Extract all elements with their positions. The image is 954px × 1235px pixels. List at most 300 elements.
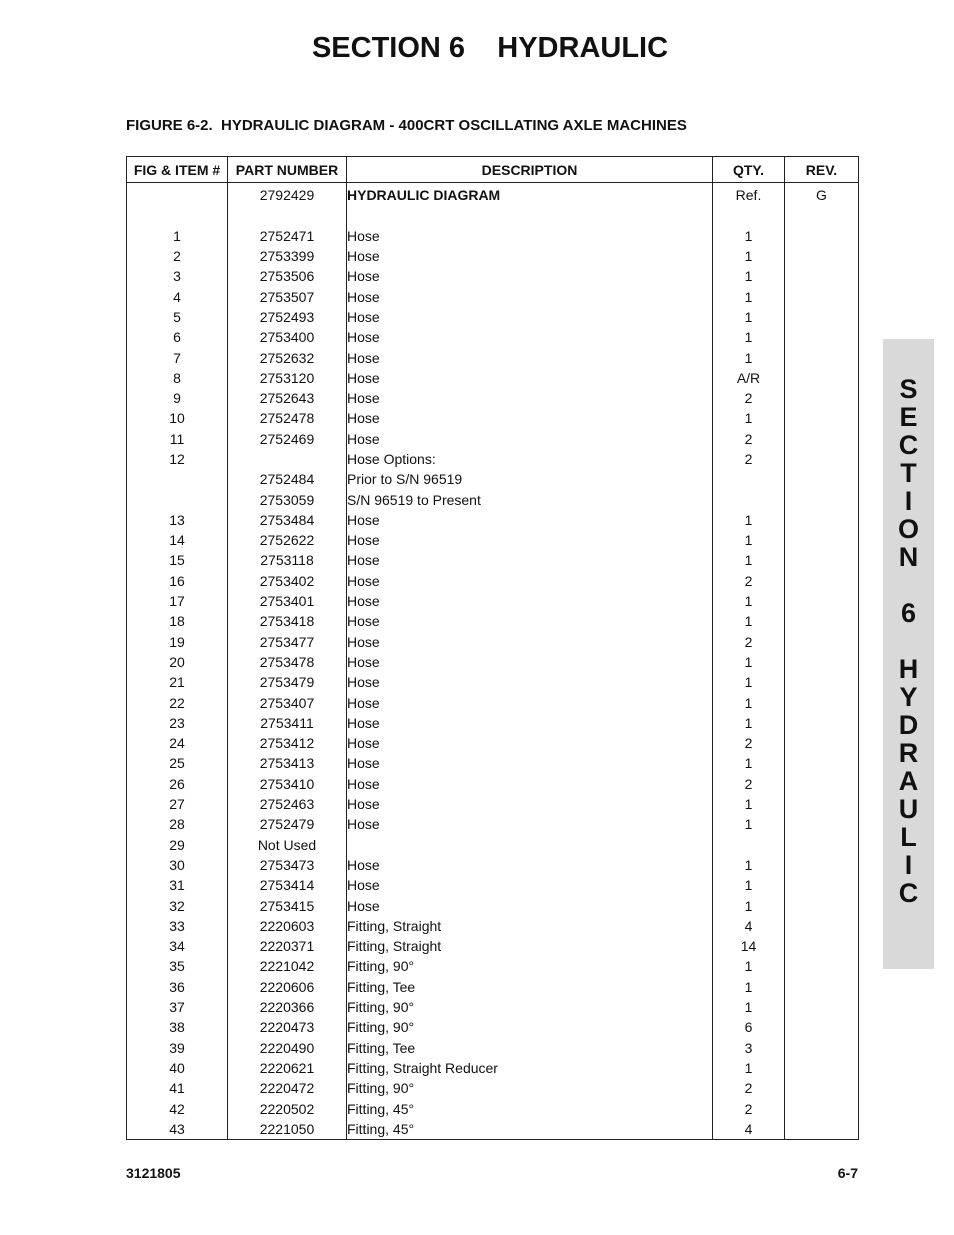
part-number-cell: 2752478 [228,408,347,428]
table-row [127,632,859,652]
table-row [127,591,859,611]
page-number: 6-7 [837,1165,858,1181]
description-cell: Hose [347,530,713,550]
qty-cell: 2 [713,632,785,652]
table-row [127,794,859,814]
part-number-cell: 2220366 [228,997,347,1017]
qty-cell: 1 [713,875,785,895]
table-row [127,266,859,286]
fig-item-cell: 16 [127,571,228,591]
table-row [127,183,859,206]
table-row [127,1078,859,1098]
table-row [127,489,859,509]
rev-cell [785,489,859,509]
fig-item-cell: 41 [127,1078,228,1098]
table-row [127,571,859,591]
qty-cell [713,469,785,489]
description-cell: Hose [347,814,713,834]
rev-cell [785,429,859,449]
table-row [127,814,859,834]
part-number-cell: 2753118 [228,550,347,570]
fig-item-cell: 24 [127,733,228,753]
fig-item-cell: 38 [127,1017,228,1037]
fig-item-cell: 19 [127,632,228,652]
description-cell: Hose Options: [347,449,713,469]
qty-cell: 1 [713,307,785,327]
part-number-cell: 2220606 [228,977,347,997]
part-number-cell: 2220371 [228,936,347,956]
description-cell: Hose [347,550,713,570]
parts-table [126,156,859,1140]
description-cell: Hose [347,226,713,246]
part-number-cell: Not Used [228,835,347,855]
rev-cell [785,408,859,428]
description-cell: Hose [347,652,713,672]
table-row [127,469,859,489]
rev-cell [785,1119,859,1140]
qty-cell: 2 [713,1078,785,1098]
fig-item-cell: 27 [127,794,228,814]
qty-cell: 2 [713,733,785,753]
qty-cell [713,489,785,509]
rev-cell [785,611,859,631]
fig-item-cell [127,489,228,509]
description-cell: Fitting, 45° [347,1119,713,1140]
table-row [127,875,859,895]
qty-cell: 1 [713,672,785,692]
document-number: 3121805 [126,1165,181,1181]
part-number-cell: 2753507 [228,286,347,306]
part-number-cell: 2752622 [228,530,347,550]
part-number-cell: 2753506 [228,266,347,286]
fig-item-cell: 29 [127,835,228,855]
qty-cell: 2 [713,1098,785,1118]
rev-cell [785,794,859,814]
side-tab-letter: C [898,430,919,460]
fig-item-cell [127,469,228,489]
rev-cell [785,652,859,672]
table-row [127,997,859,1017]
rev-cell [785,1078,859,1098]
description-cell: Hose [347,266,713,286]
part-number-cell: 2752643 [228,388,347,408]
description-cell: Hose [347,388,713,408]
section-side-tab [883,339,934,969]
rev-cell [785,855,859,875]
part-number-cell: 2753399 [228,246,347,266]
qty-cell [713,835,785,855]
fig-item-cell: 33 [127,916,228,936]
description-cell: Hose [347,307,713,327]
table-row [127,1017,859,1037]
description-cell: Fitting, Tee [347,977,713,997]
part-number-cell: 2753484 [228,510,347,530]
rev-cell [785,977,859,997]
part-number-cell: 2752479 [228,814,347,834]
part-number-cell: 2220472 [228,1078,347,1098]
fig-item-cell: 20 [127,652,228,672]
part-number-cell: 2752463 [228,794,347,814]
fig-item-cell: 10 [127,408,228,428]
qty-cell: 2 [713,388,785,408]
description-cell: Hose [347,895,713,915]
qty-cell: 6 [713,1017,785,1037]
description-cell: Hose [347,347,713,367]
fig-item-cell: 32 [127,895,228,915]
description-cell: Hose [347,591,713,611]
fig-item-cell: 9 [127,388,228,408]
fig-item-cell: 28 [127,814,228,834]
qty-cell: 2 [713,774,785,794]
rev-cell [785,1037,859,1057]
side-tab-letter: U [898,794,919,824]
part-number-cell: 2753402 [228,571,347,591]
fig-item-cell: 11 [127,429,228,449]
rev-cell [785,814,859,834]
side-tab-letter: T [900,458,917,488]
table-row [127,246,859,266]
qty-cell: 1 [713,794,785,814]
qty-cell: A/R [713,368,785,388]
fig-item-cell: 4 [127,286,228,306]
rev-cell [785,672,859,692]
rev-cell [785,835,859,855]
table-row [127,774,859,794]
table-row [127,977,859,997]
fig-item-cell [127,205,228,225]
table-row [127,956,859,976]
side-tab-letter: A [898,766,919,796]
table-row [127,205,859,225]
part-number-cell: 2753414 [228,875,347,895]
fig-item-cell: 15 [127,550,228,570]
table-row [127,1119,859,1140]
qty-cell: 1 [713,652,785,672]
qty-cell: 2 [713,449,785,469]
header-description: DESCRIPTION [347,157,713,183]
rev-cell [785,1098,859,1118]
rev-cell [785,327,859,347]
fig-item-cell: 39 [127,1037,228,1057]
fig-item-cell: 30 [127,855,228,875]
fig-item-cell: 34 [127,936,228,956]
table-row [127,449,859,469]
description-cell: Hose [347,672,713,692]
table-row [127,652,859,672]
rev-cell [785,449,859,469]
side-tab-letter: E [899,402,918,432]
side-tab-letter: C [898,878,919,908]
part-number-cell: 2221050 [228,1119,347,1140]
description-cell: Fitting, Straight [347,936,713,956]
fig-item-cell: 43 [127,1119,228,1140]
part-number-cell: 2753410 [228,774,347,794]
qty-cell: 1 [713,408,785,428]
description-cell: Hose [347,327,713,347]
description-cell: Hose [347,713,713,733]
rev-cell [785,205,859,225]
fig-item-cell: 25 [127,753,228,773]
fig-item-cell [127,183,228,206]
part-number-cell: 2753418 [228,611,347,631]
part-number-cell: 2753413 [228,753,347,773]
rev-cell [785,266,859,286]
part-number-cell: 2753412 [228,733,347,753]
fig-item-cell: 13 [127,510,228,530]
section-title: SECTION 6 HYDRAULIC [311,32,669,64]
fig-item-cell: 2 [127,246,228,266]
description-cell: Hose [347,429,713,449]
description-cell: Hose [347,571,713,591]
part-number-cell: 2753120 [228,368,347,388]
part-number-cell: 2220473 [228,1017,347,1037]
fig-item-cell: 17 [127,591,228,611]
fig-item-cell: 23 [127,713,228,733]
description-cell: Fitting, 45° [347,1098,713,1118]
part-number-cell: 2220621 [228,1058,347,1078]
part-number-cell: 2220502 [228,1098,347,1118]
part-number-cell: 2753479 [228,672,347,692]
part-number-cell: 2753411 [228,713,347,733]
table-header-row [127,157,859,183]
table-row [127,1098,859,1118]
fig-item-cell: 3 [127,266,228,286]
part-number-cell: 2752471 [228,226,347,246]
description-cell: Hose [347,246,713,266]
rev-cell [785,713,859,733]
description-cell: Fitting, Tee [347,1037,713,1057]
description-cell: Fitting, Straight Reducer [347,1058,713,1078]
fig-item-cell: 26 [127,774,228,794]
description-cell: Hose [347,692,713,712]
rev-cell [785,226,859,246]
rev-cell [785,1058,859,1078]
rev-cell [785,571,859,591]
side-tab-letter: L [900,822,917,852]
qty-cell: Ref. [713,183,785,206]
fig-item-cell: 35 [127,956,228,976]
part-number-cell: 2753415 [228,895,347,915]
description-cell [347,835,713,855]
rev-cell [785,530,859,550]
fig-item-cell: 1 [127,226,228,246]
qty-cell: 1 [713,895,785,915]
table-row [127,510,859,530]
table-row [127,388,859,408]
qty-cell: 1 [713,226,785,246]
table-row [127,429,859,449]
header-qty: QTY. [713,157,785,183]
table-row [127,733,859,753]
table-row [127,692,859,712]
rev-cell [785,875,859,895]
rev-cell: G [785,183,859,206]
rev-cell [785,347,859,367]
part-number-cell: 2752484 [228,469,347,489]
rev-cell [785,733,859,753]
header-part-number: PART NUMBER [228,157,347,183]
description-cell: Hose [347,611,713,631]
fig-item-cell: 22 [127,692,228,712]
rev-cell [785,997,859,1017]
part-number-cell: 2753407 [228,692,347,712]
table-row [127,327,859,347]
qty-cell: 1 [713,591,785,611]
part-number-cell: 2753473 [228,855,347,875]
qty-cell: 1 [713,997,785,1017]
header-fig-item: FIG & ITEM # [127,157,228,183]
description-cell [347,205,713,225]
table-row [127,835,859,855]
qty-cell: 1 [713,510,785,530]
description-cell: Hose [347,408,713,428]
qty-cell: 1 [713,1058,785,1078]
table-row [127,936,859,956]
description-cell: Fitting, 90° [347,997,713,1017]
side-tab-letter: O [897,514,919,544]
rev-cell [785,753,859,773]
header-rev: REV. [785,157,859,183]
rev-cell [785,692,859,712]
qty-cell: 2 [713,571,785,591]
qty-cell: 1 [713,611,785,631]
description-cell: Hose [347,753,713,773]
table-row [127,611,859,631]
part-number-cell: 2753401 [228,591,347,611]
description-cell: Fitting, 90° [347,1017,713,1037]
side-tab-letter: 6 [900,598,917,628]
rev-cell [785,469,859,489]
fig-item-cell: 42 [127,1098,228,1118]
rev-cell [785,591,859,611]
table-row [127,307,859,327]
table-row [127,672,859,692]
qty-cell: 1 [713,753,785,773]
qty-cell: 1 [713,246,785,266]
qty-cell: 1 [713,327,785,347]
qty-cell: 3 [713,1037,785,1057]
description-cell: Hose [347,510,713,530]
fig-item-cell: 5 [127,307,228,327]
side-tab-letter: Y [899,682,918,712]
rev-cell [785,246,859,266]
fig-item-cell: 31 [127,875,228,895]
side-tab-letter: S [899,374,918,404]
fig-item-cell: 8 [127,368,228,388]
table-row [127,713,859,733]
side-tab-letter: I [904,850,913,880]
description-cell: Fitting, Straight [347,916,713,936]
part-number-cell [228,449,347,469]
side-tab-letter: N [898,542,919,572]
table-row [127,855,859,875]
table-row [127,1037,859,1057]
rev-cell [785,1017,859,1037]
fig-item-cell: 6 [127,327,228,347]
part-number-cell: 2220603 [228,916,347,936]
table-row [127,226,859,246]
qty-cell: 4 [713,1119,785,1140]
description-cell: Hose [347,774,713,794]
part-number-cell: 2752632 [228,347,347,367]
description-cell: Hose [347,632,713,652]
rev-cell [785,916,859,936]
rev-cell [785,632,859,652]
fig-item-cell: 12 [127,449,228,469]
fig-item-cell: 36 [127,977,228,997]
description-cell: HYDRAULIC DIAGRAM [347,183,713,206]
part-number-cell: 2221042 [228,956,347,976]
figure-title: FIGURE 6-2. HYDRAULIC DIAGRAM - 400CRT OSCILLATING AXLE MACHINES [126,117,687,134]
table-row [127,408,859,428]
rev-cell [785,956,859,976]
description-cell: Hose [347,286,713,306]
description-cell: Hose [347,794,713,814]
table-row [127,550,859,570]
description-cell: Hose [347,875,713,895]
part-number-cell: 2753400 [228,327,347,347]
fig-item-cell: 21 [127,672,228,692]
description-cell: Fitting, 90° [347,956,713,976]
description-cell: Hose [347,733,713,753]
description-cell: Hose [347,855,713,875]
qty-cell: 1 [713,977,785,997]
table-row [127,347,859,367]
table-row [127,530,859,550]
rev-cell [785,774,859,794]
rev-cell [785,895,859,915]
qty-cell: 1 [713,855,785,875]
qty-cell: 1 [713,347,785,367]
qty-cell: 1 [713,814,785,834]
rev-cell [785,368,859,388]
part-number-cell: 2220490 [228,1037,347,1057]
qty-cell: 1 [713,550,785,570]
qty-cell: 14 [713,936,785,956]
description-cell: S/N 96519 to Present [347,489,713,509]
table-row [127,895,859,915]
fig-item-cell: 37 [127,997,228,1017]
table-row [127,916,859,936]
description-cell: Prior to S/N 96519 [347,469,713,489]
table-row [127,368,859,388]
part-number-cell: 2753478 [228,652,347,672]
table-row [127,1058,859,1078]
qty-cell: 1 [713,713,785,733]
qty-cell: 1 [713,286,785,306]
side-tab-letter: I [904,486,913,516]
rev-cell [785,936,859,956]
qty-cell: 1 [713,530,785,550]
rev-cell [785,388,859,408]
description-cell: Fitting, 90° [347,1078,713,1098]
fig-item-cell: 7 [127,347,228,367]
side-tab-letter: D [898,710,919,740]
description-cell: Hose [347,368,713,388]
qty-cell: 4 [713,916,785,936]
qty-cell: 2 [713,429,785,449]
rev-cell [785,550,859,570]
qty-cell [713,205,785,225]
part-number-cell: 2753477 [228,632,347,652]
table-row [127,753,859,773]
fig-item-cell: 14 [127,530,228,550]
qty-cell: 1 [713,956,785,976]
side-tab-letter: R [898,738,919,768]
table-row [127,286,859,306]
rev-cell [785,286,859,306]
side-tab-letter: H [898,654,919,684]
